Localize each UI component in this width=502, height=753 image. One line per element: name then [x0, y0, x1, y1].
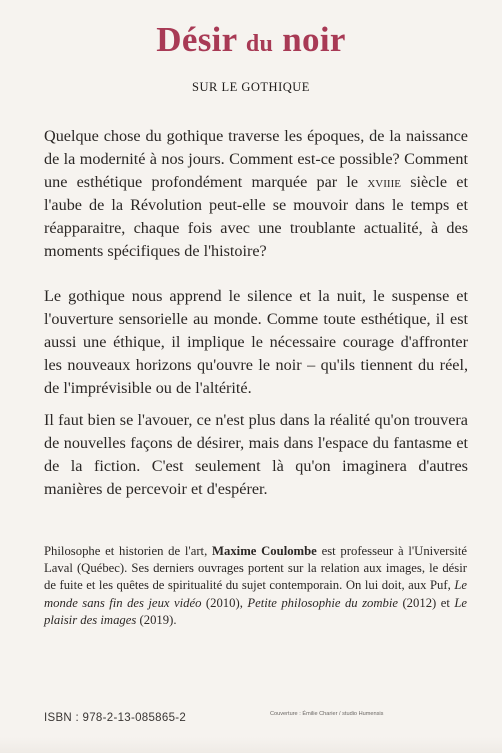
blurb-p1-text-a: Quelque chose du gothique traverse les époques, de la naissance de la modernité à nos jours. Comment est-ce possible? Comment une esthétique profondément marquée par le: [44, 127, 468, 191]
blurb-paragraph-1: [44, 125, 468, 263]
book-year-1: (2010),: [201, 595, 248, 610]
bio-text: est professeur à l'Université Laval (Québec). Ses derniers ouvrages portent sur la relation aux images, le désir de fuite et les quêtes de spiritualité du sujet contemporain. On lui doit, aux Puf,: [44, 544, 468, 593]
book-title-1: Le monde sans fin des jeux vidéo: [44, 578, 467, 610]
blurb-p2-text: Le gothique nous apprend le silence et la nuit, le suspense et l'ouverture sensorielle au monde. Comme toute esthétique, il est aussi une éthique, il implique le nécessaire courage d'affronter les nouveaux horizons qu'ouvre le noir – qu'ils tiennent du réel, de l'imprévisible ou de l'altérité.: [44, 287, 468, 397]
blurb-paragraph-2: [44, 285, 468, 400]
blurb-p3-text: Il faut bien se l'avouer, ce n'est plus dans la réalité qu'on trouvera de nouvelles façons de désirer, mais dans l'espace du fantasme et de la fiction. C'est seulement là qu'on imaginera d'autres manières de percevoir et d'espérer.: [44, 411, 468, 498]
title-word-noir: noir: [282, 20, 346, 59]
book-year-2: (2012) et: [398, 595, 455, 610]
book-title: [0, 20, 502, 64]
book-subtitle: SUR LE GOTHIQUE: [192, 80, 310, 94]
blurb-paragraph-3: [44, 409, 468, 501]
title-word-du: du: [245, 31, 274, 57]
title-word-desir: Désir: [156, 20, 237, 59]
author-name: Maxime Coulombe: [212, 544, 317, 558]
cover-credit: Couverture : Émilie Charier / studio Humensis: [270, 711, 384, 717]
century-numeral: xviiie: [367, 173, 401, 191]
isbn: ISBN : 978-2-13-085865-2: [44, 712, 187, 724]
author-bio: [44, 543, 467, 629]
bottom-strip: [0, 737, 502, 753]
bio-intro: Philosophe et historien de l'art,: [44, 544, 212, 558]
book-title-3: Le plaisir des images: [44, 595, 467, 627]
book-title-2: Petite philosophie du zombie: [247, 595, 399, 610]
blurb-p1-text-b: siècle et l'aube de la Révolution peut-elle se mouvoir dans le temps et réapparaitre, chaque fois avec une troublante actualité, à des moments spécifiques de l'histoire?: [44, 173, 468, 260]
book-year-3: (2019).: [136, 612, 177, 627]
